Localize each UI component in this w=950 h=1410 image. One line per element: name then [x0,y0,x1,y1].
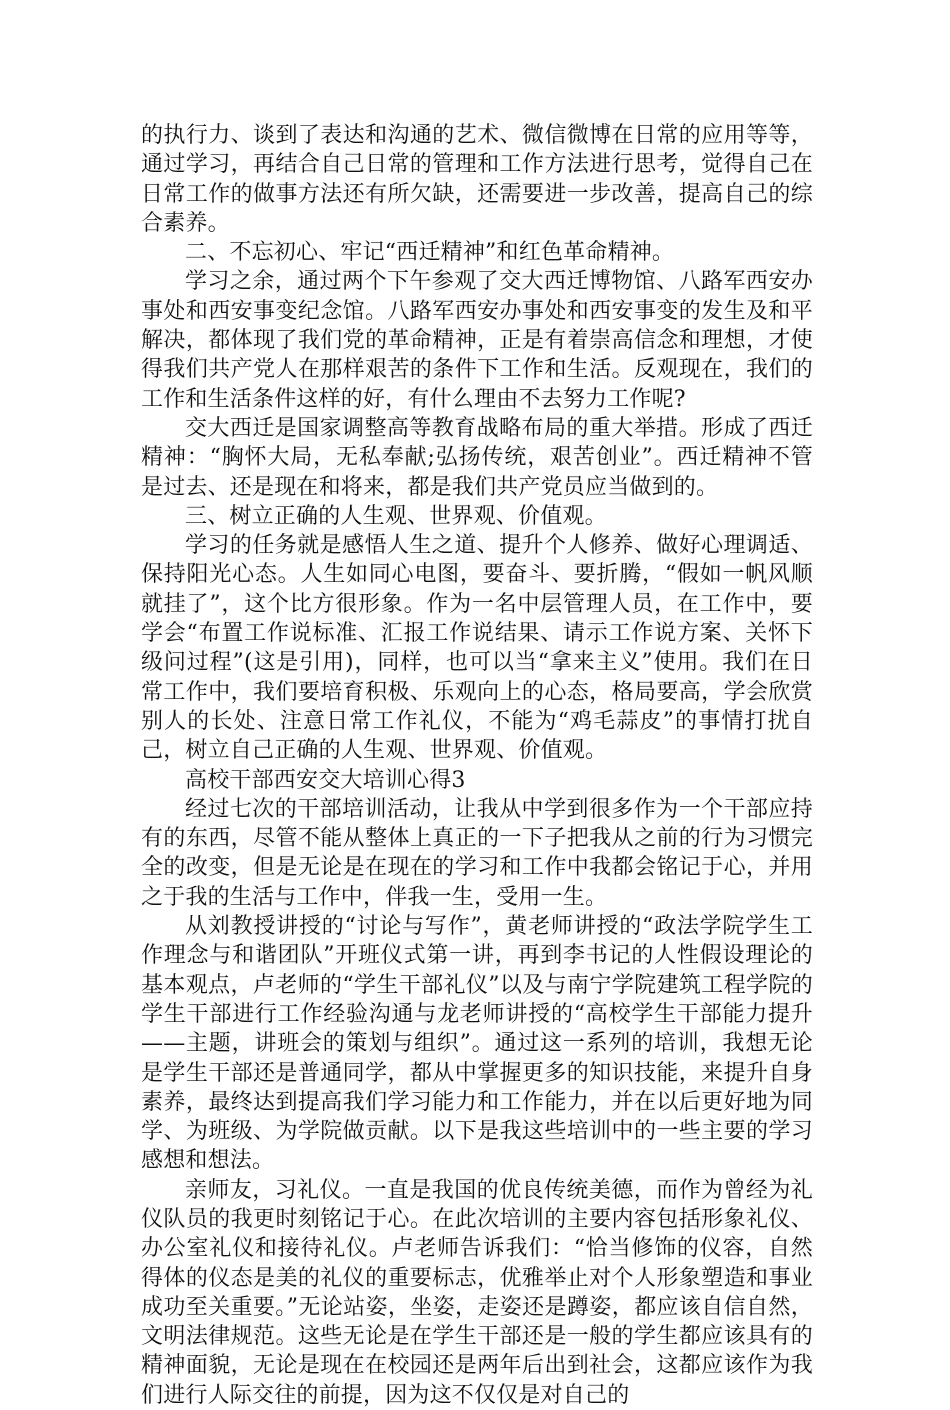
paragraph-3: 学习之余，通过两个下午参观了交大西迁博物馆、八路军西安办事处和西安事变纪念馆。八路军西安办事处和西安事变的发生及和平解决，都体现了我们党的革命精神，正是有着崇高信念和理想，才使得我们共产党人在那样艰苦的条件下工作和生活。反观现在，我们的工作和生活条件这样的好，有什么理由不去努力工作呢? [141,269,813,412]
paragraph-9: 从刘教授讲授的“讨论与写作”，黄老师讲授的“政法学院学生工作理念与和谐团队”开班仪式第一讲，再到李书记的人性假设理论的基本观点，卢老师的“学生干部礼仪”以及与南宁学院建筑工程学院的学生干部进行工作经验沟通与龙老师讲授的“高校学生干部能力提升——主题，讲班会的策划与组织”。通过这一系列的培训，我想无论是学生干部还是普通同学，都从中掌握更多的知识技能，来提升自身素养，最终达到提高我们学习能力和工作能力，并在以后更好地为同学、为班级、为学院做贡献。以下是我这些培训中的一些主要的学习感想和想法。 [141,914,813,1174]
article-title-3: 高校干部西安交大培训心得3 [185,767,466,793]
paragraph-1: 的执行力、谈到了表达和沟通的艺术、微信微博在日常的应用等等，通过学习，再结合自己日常的管理和工作方法进行思考，觉得自己在日常工作的做事方法还有所欠缺，还需要进一步改善，提高自己的综合素养。 [141,123,813,236]
document-body [141,121,813,1410]
section-heading-3: 三、树立正确的人生观、世界观、价值观。 [185,503,607,529]
paragraph-4: 交大西迁是国家调整高等教育战略布局的重大举措。形成了西迁精神：“胸怀大局，无私奉献;弘扬传统，艰苦创业”。西迁精神不管是过去、还是现在和将来，都是我们共产党员应当做到的。 [141,415,813,500]
section-heading-2: 二、不忘初心、牢记“西迁精神”和红色革命精神。 [185,240,675,266]
paragraph-8: 经过七次的干部培训活动，让我从中学到很多作为一个干部应持有的东西，尽管不能从整体上真正的一下子把我从之前的行为习惯完全的改变，但是无论是在现在的学习和工作中我都会铭记于心，并用之于我的生活与工作中，伴我一生，受用一生。 [141,796,813,910]
paragraph-6: 学习的任务就是感悟人生之道、提升个人修养、做好心理调适、保持阳光心态。人生如同心电图，要奋斗、要折腾，“假如一帆风顺就挂了”，这个比方很形象。作为一名中层管理人员，在工作中，要学会“布置工作说标准、汇报工作说结果、请示工作说方案、关怀下级问过程”(这是引用)，同样，也可以当“拿来主义”使用。我们在日常工作中，我们要培育积极、乐观向上的心态，格局要高，学会欣赏别人的长处、注意日常工作礼仪，不能为“鸡毛蒜皮”的事情打扰自己，树立自己正确的人生观、世界观、价值观。 [141,533,813,764]
paragraph-10: 亲师友，习礼仪。一直是我国的优良传统美德，而作为曾经为礼仪队员的我更时刻铭记于心。在此次培训的主要内容包括形象礼仪、办公室礼仪和接待礼仪。卢老师告诉我们：“恰当修饰的仪容，自然得体的仪态是美的礼仪的重要标志，优雅举止对个人形象塑造和事业成功至关重要。”无论站姿，坐姿，走姿还是蹲姿，都应该自信自然，文明法律规范。这些无论是在学生干部还是一般的学生都应该具有的精神面貌，无论是现在在校园还是两年后出到社会，这都应该作为我们进行人际交往的前提，因为这不仅仅是对自己的 [141,1177,813,1408]
